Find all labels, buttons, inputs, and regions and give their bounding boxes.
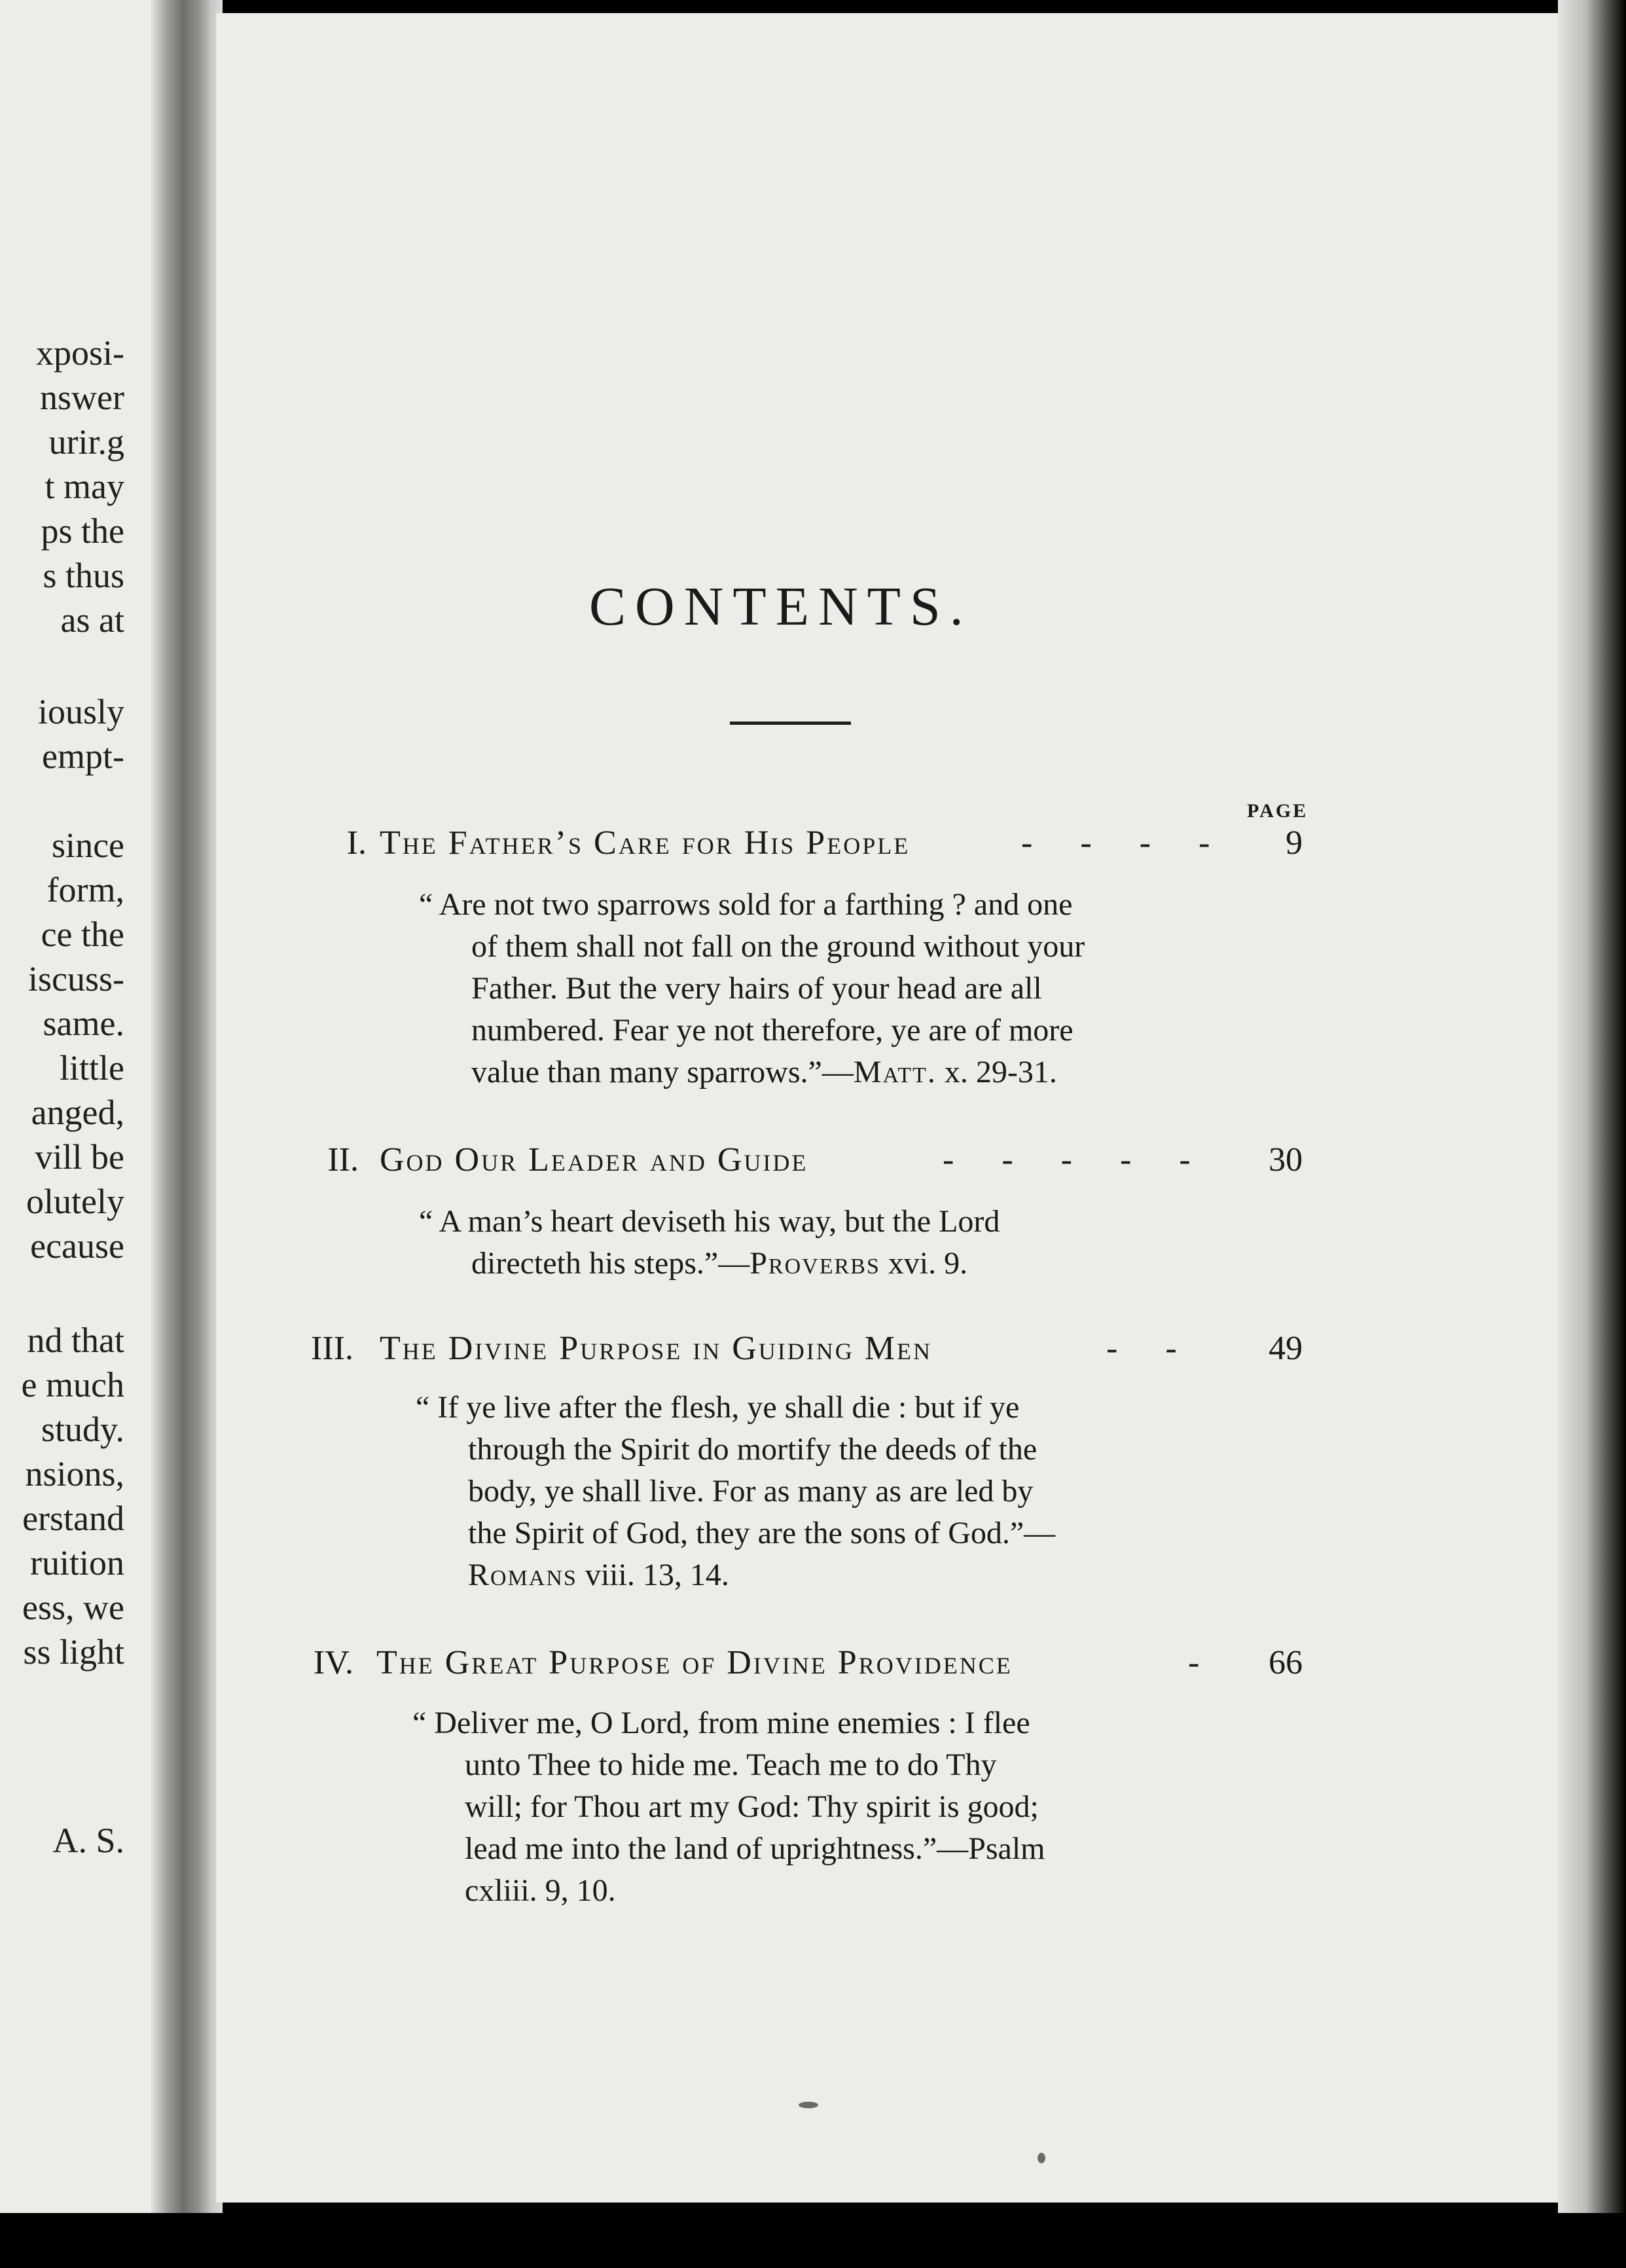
left-page-line: s thus	[43, 556, 124, 595]
scripture-verse: x. 29-31.	[936, 1055, 1057, 1089]
chapter-page-number: 30	[1269, 1141, 1303, 1179]
epigraph-line: will; for Thou art my God: Thy spirit is good;	[465, 1789, 1039, 1824]
dot-leaders: - - - - -	[943, 1141, 1210, 1179]
epigraph-text: directeth his steps.”—	[471, 1246, 750, 1281]
page-edge-shadow	[1558, 0, 1626, 2268]
chapter-title-text: The Great Purpose of Divine Providence	[376, 1644, 1013, 1681]
epigraph-line: through the Spirit do mortify the deeds of the	[468, 1432, 1038, 1467]
ink-speck	[1038, 2153, 1045, 2163]
left-page-line: ps the	[41, 511, 124, 551]
epigraph-line: “ A man’s heart deviseth his way, but the Lord	[419, 1204, 1000, 1239]
left-page-line: iscuss-	[28, 959, 124, 998]
left-page-line: as at	[60, 600, 124, 640]
left-page-line: vill be	[35, 1137, 124, 1177]
left-page-line: olutely	[26, 1182, 124, 1221]
dot-leaders: - -	[1106, 1330, 1197, 1367]
dot-leaders: -	[1188, 1644, 1220, 1681]
epigraph-line: lead me into the land of uprightness.”—Psalm	[465, 1831, 1045, 1866]
left-page-line: t may	[45, 467, 124, 506]
scripture-reference: Matt.	[853, 1055, 937, 1089]
left-page-line: ecause	[30, 1226, 124, 1266]
left-page-line: ess, we	[22, 1588, 124, 1627]
epigraph-line	[419, 1243, 1214, 1285]
chapter-page-number: 9	[1286, 824, 1303, 862]
left-page-line: nsions,	[25, 1454, 124, 1493]
chapter-page-number: 66	[1269, 1644, 1303, 1681]
left-page-line: e much	[21, 1365, 124, 1404]
dot-leaders: - - - -	[1021, 824, 1230, 862]
chapter-numeral: IV.	[313, 1644, 353, 1681]
left-page-line: study.	[41, 1410, 124, 1449]
left-page-line: urir.g	[48, 422, 124, 462]
chapter-epigraph	[419, 1201, 1214, 1285]
scripture-reference: Proverbs	[750, 1246, 880, 1281]
chapter-numeral: I.	[346, 824, 367, 862]
epigraph-line: “ If ye live after the flesh, ye shall die : but if ye	[416, 1390, 1020, 1425]
left-page-line: form,	[46, 870, 124, 909]
chapter-epigraph	[412, 1702, 1214, 1912]
chapter-title-text: The Father’s Care for His People	[380, 824, 911, 862]
epigraph-line: unto Thee to hide me. Teach me to do Thy	[465, 1747, 997, 1782]
epigraph-line: body, ye shall live. For as many as are led by	[468, 1474, 1034, 1509]
chapter-page-number: 49	[1269, 1330, 1303, 1367]
left-page-line: ce the	[41, 915, 124, 954]
epigraph-line: “ Deliver me, O Lord, from mine enemies : I flee	[412, 1706, 1030, 1740]
title-rule	[730, 722, 851, 725]
left-page-line: erstand	[22, 1499, 124, 1538]
left-page-line: iously	[37, 692, 124, 731]
left-page-line: little	[60, 1048, 124, 1088]
chapter-epigraph	[416, 1387, 1214, 1596]
left-page-line: xposi-	[36, 333, 124, 373]
epigraph-line: Father. But the very hairs of your head are all	[471, 971, 1042, 1006]
book-gutter-shadow	[151, 0, 209, 2268]
page-title: CONTENTS.	[589, 576, 973, 637]
scripture-verse: xvi. 9.	[880, 1246, 968, 1281]
ink-speck	[799, 2102, 818, 2108]
page-column-label: PAGE	[1247, 800, 1309, 822]
left-page-line: same.	[43, 1004, 124, 1043]
scripture-verse: viii. 13, 14.	[577, 1558, 729, 1592]
left-page-line: nswer	[40, 378, 124, 417]
left-page-line: ss light	[23, 1632, 124, 1672]
left-page-line: empt-	[42, 737, 124, 776]
epigraph-text: value than many sparrows.”—	[471, 1055, 854, 1089]
epigraph-line	[416, 1554, 1214, 1596]
epigraph-line: numbered. Fear ye not therefore, ye are of more	[471, 1013, 1074, 1048]
epigraph-line: “ Are not two sparrows sold for a farthing ? and one	[419, 887, 1073, 922]
left-page-line: anged,	[31, 1093, 124, 1132]
chapter-numeral: III.	[311, 1330, 353, 1367]
left-page-signature: A. S.	[52, 1821, 124, 1860]
chapter-numeral: II.	[327, 1141, 359, 1179]
epigraph-line	[412, 1870, 1214, 1912]
epigraph-line	[419, 1052, 1214, 1093]
left-page-line: since	[52, 826, 124, 865]
left-page-line: ruition	[30, 1543, 124, 1582]
left-page-line: nd that	[27, 1321, 124, 1360]
epigraph-line: of them shall not fall on the ground without your	[471, 929, 1085, 964]
scripture-reference: Romans	[468, 1558, 577, 1592]
chapter-title-text: God Our Leader and Guide	[380, 1141, 808, 1179]
chapter-title-text: The Divine Purpose in Guiding Men	[380, 1330, 932, 1367]
epigraph-line: the Spirit of God, they are the sons of God.”—	[468, 1516, 1056, 1550]
epigraph-text: cxliii. 9, 10.	[465, 1873, 616, 1908]
chapter-epigraph	[419, 884, 1214, 1093]
scan-bottom-border	[0, 2213, 1626, 2268]
